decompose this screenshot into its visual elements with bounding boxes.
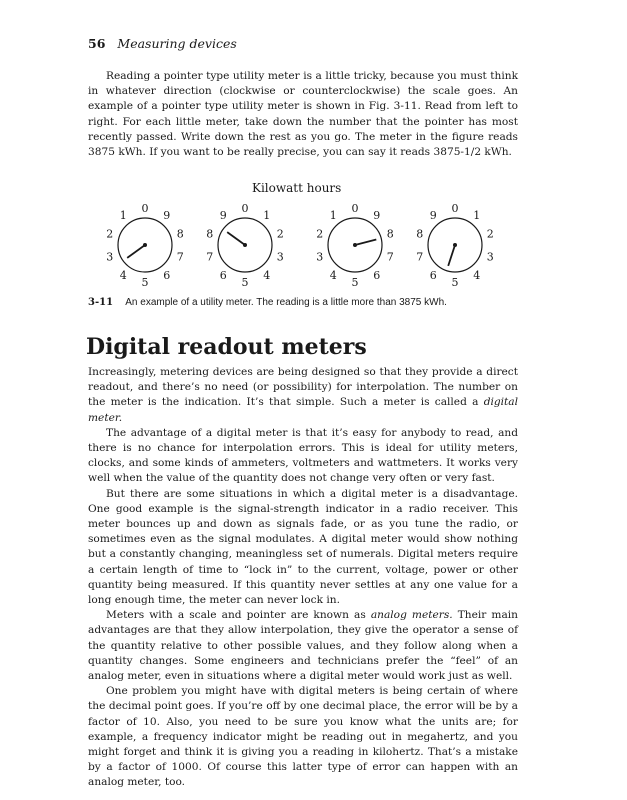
dial-label: 0 <box>351 202 359 215</box>
paragraph-4: Meters with a scale and pointer are known as analog meters. Their main advantages are that they allow interpolation, they give the operator a sense of the quantity relative to other possible values, and they follow along when a quantity changes. Some engineers and technicians prefer the “feel” of an analog meter, even in situations where a digital meter would work just as well. <box>88 609 518 683</box>
dial-label: 9 <box>429 209 437 223</box>
dial-label: 3 <box>106 250 114 264</box>
dial-label: 2 <box>486 227 494 241</box>
dial-hub <box>143 243 147 247</box>
dial-label: 5 <box>351 276 359 288</box>
dial-pointer <box>355 240 376 246</box>
dial-hub <box>243 243 247 247</box>
dial-label: 9 <box>163 209 171 223</box>
dial-pointer <box>227 232 245 245</box>
figure-number: 3-11 <box>88 297 114 308</box>
dial-label: 8 <box>386 227 394 241</box>
dial-label: 2 <box>276 227 284 241</box>
meter-dial-2 <box>206 202 283 288</box>
running-title: Measuring devices <box>117 36 237 51</box>
dial-label: 3 <box>486 250 494 264</box>
paragraph-5: One problem you might have with digital meters is being certain of where the decimal point goes. If you’re off by one decimal place, the error will be by a factor of 10. Also, you need to be sure you know what the units are; for example, a frequency indicator might be reading out in megahertz, and you might forget and think it is giving you a reading in kilohertz. That’s a mistake by a factor of 1000. Of course this latter type of error can happen with an analog meter, too. <box>88 685 518 789</box>
dial-label: 7 <box>206 250 214 264</box>
dial-label: 5 <box>241 276 249 288</box>
dial-label: 4 <box>329 268 337 282</box>
figure-title: Kilowatt hours <box>252 181 342 195</box>
paragraph-1: Increasingly, metering devices are being designed so that they provide a direct readout, and there’s no need (or possibility) for interpolation. The number on the meter is the indication. It’s that simple. Such a meter is called a digital meter. <box>88 366 518 424</box>
dial-label: 9 <box>219 209 227 223</box>
dial-hub <box>353 243 357 247</box>
dial-label: 0 <box>141 202 149 215</box>
dial-label: 4 <box>473 268 481 282</box>
dial-label: 6 <box>163 268 171 282</box>
dial-label: 3 <box>316 250 324 264</box>
dial-label: 4 <box>119 268 127 282</box>
dial-label: 1 <box>329 209 337 223</box>
term-analog-meters: analog meters. <box>370 609 453 622</box>
dial-label: 7 <box>176 250 184 264</box>
dial-label: 2 <box>316 227 324 241</box>
page-number: 56 <box>88 36 106 51</box>
meter-dial-4 <box>416 202 493 288</box>
dial-label: 4 <box>263 268 271 282</box>
dial-label: 5 <box>451 276 459 288</box>
dial-label: 2 <box>106 227 114 241</box>
dial-label: 0 <box>451 202 459 215</box>
dial-label: 7 <box>386 250 394 264</box>
intro-paragraph: Reading a pointer type utility meter is a little tricky, because you must think in whatever direction (clockwise or counterclockwise) the scale goes. An example of a pointer type utility meter is shown in Fig. 3-11. Read from left to right. For each little meter, take down the number that the pointer has most recently passed. Write down the rest as you go. The meter in the figure reads 3875 kWh. If you want to be really precise, you can say it reads 3875-1/2 kWh. <box>88 70 518 159</box>
meter-dial-1 <box>106 202 183 288</box>
meter-dial-3 <box>316 202 393 288</box>
dial-label: 1 <box>119 209 127 223</box>
dial-pointer <box>127 245 145 258</box>
dial-label: 1 <box>263 209 271 223</box>
dial-label: 8 <box>206 227 214 241</box>
dial-label: 7 <box>416 250 424 264</box>
dial-label: 6 <box>429 268 437 282</box>
dial-label: 8 <box>176 227 184 241</box>
section-heading: Digital readout meters <box>86 334 367 360</box>
dial-label: 0 <box>241 202 249 215</box>
dial-hub <box>453 243 457 247</box>
dial-label: 5 <box>141 276 149 288</box>
dial-label: 8 <box>416 227 424 241</box>
dial-label: 6 <box>219 268 227 282</box>
dial-label: 9 <box>373 209 381 223</box>
dial-label: 1 <box>473 209 481 223</box>
figure-caption <box>88 297 447 308</box>
figure-caption-text: An example of a utility meter. The reading is a little more than 3875 kWh. <box>125 297 447 308</box>
term-digital-meter: digital meter. <box>88 396 518 424</box>
paragraph-2: The advantage of a digital meter is that it’s easy for anybody to read, and there is no chance for interpolation errors. This is ideal for utility meters, clocks, and some kinds of ammeters, voltmeters and wattmeters. It works very well when the value of the quantity does not change very often or very fast. <box>88 426 518 485</box>
paragraph-3: But there are some situations in which a digital meter is a disadvantage. One good example is the signal-strength indicator in a radio receiver. This meter bounces up and down as signals fade, or as you tune the radio, or sometimes even as the signal modulates. A digital meter would show nothing but a constantly changing, meaningless set of numerals. Digital meters require a certain length of time to “lock in” to the current, voltage, power or other quantity being measured. If this quantity never settles at any one value for a long enough time, the meter can never lock in. <box>88 487 518 607</box>
meter-dials-figure <box>100 196 520 288</box>
dial-label: 3 <box>276 250 284 264</box>
dial-pointer <box>448 245 455 266</box>
section-body <box>88 365 518 791</box>
dial-label: 6 <box>373 268 381 282</box>
running-header <box>88 36 237 51</box>
